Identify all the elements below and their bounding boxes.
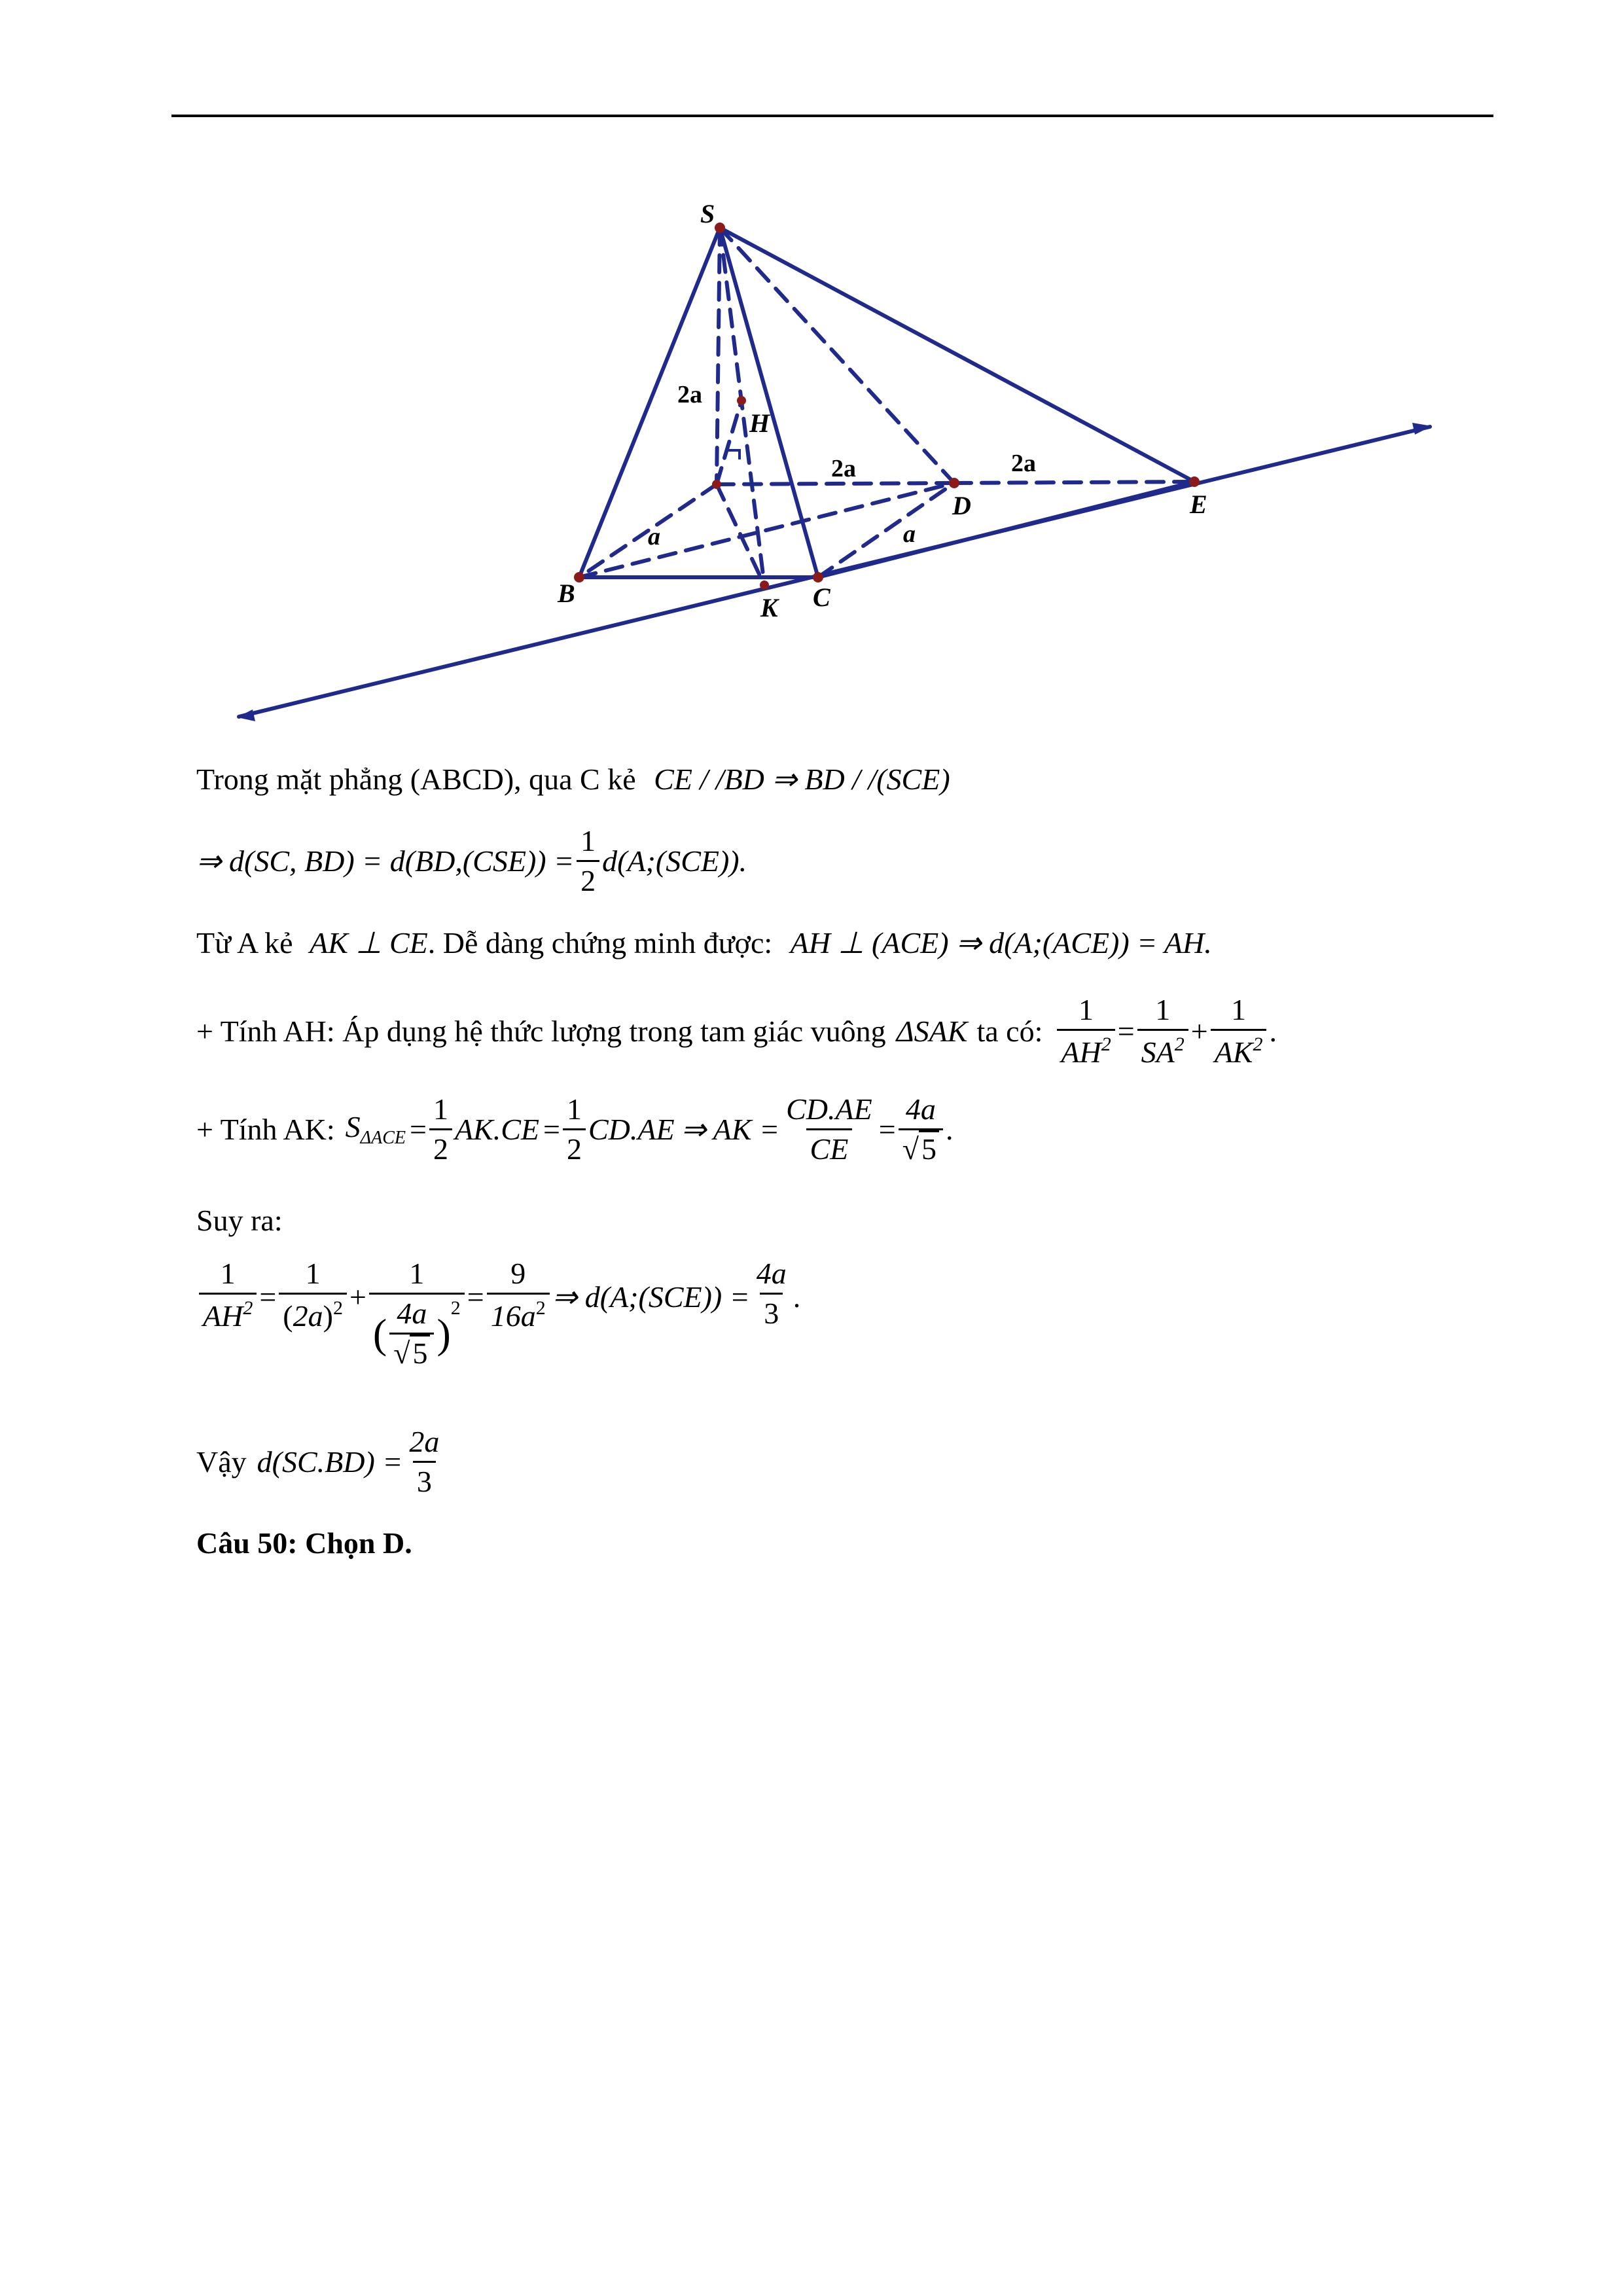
line-3-formula-2: AH ⊥ (ACE) ⇒ d(A;(ACE)) = AH. <box>790 926 1212 960</box>
fraction-num: 4a <box>905 1092 936 1126</box>
fraction-1-over-2a-squared <box>279 1259 347 1331</box>
point-K <box>760 581 769 590</box>
fraction-den <box>1137 1029 1188 1067</box>
exponent: 2 <box>243 1297 253 1319</box>
fraction-1-over-nested <box>369 1259 465 1369</box>
pyramid-figure <box>223 190 1466 726</box>
label-AD-length: 2a <box>831 455 856 482</box>
plus-sign: + <box>1190 1014 1208 1048</box>
den-text: 16a <box>490 1299 536 1333</box>
fraction-9-over-16a2 <box>487 1259 550 1331</box>
label-E: E <box>1190 490 1207 519</box>
fraction-1-over-AK2 <box>1211 995 1267 1067</box>
answer-heading <box>196 1528 412 1558</box>
equals-sign: = <box>543 1112 560 1146</box>
fraction-den <box>487 1293 550 1331</box>
left-paren: ( <box>372 1310 387 1357</box>
period: . <box>1269 1014 1277 1048</box>
sqrt-symbol: √ <box>902 1132 919 1166</box>
answer-heading-text: Câu 50: Chọn D. <box>196 1526 412 1560</box>
fraction-4a-over-sqrt5 <box>389 1299 434 1369</box>
sqrt-symbol: √ <box>393 1336 410 1370</box>
line-2-right: d(A;(SCE)). <box>602 844 747 878</box>
line-4-prefix: + Tính AH: Áp dụng hệ thức lượng trong tam giác vuông <box>196 1014 886 1048</box>
edge-CD <box>818 483 954 577</box>
area-subscript: ΔACE <box>360 1127 406 1148</box>
point-B <box>574 572 584 583</box>
fraction-den <box>389 1333 434 1369</box>
equals-sign: = <box>467 1280 484 1314</box>
fraction-num: 1 <box>566 1092 582 1126</box>
point-C <box>813 572 823 583</box>
label-CE-length: a <box>903 520 916 548</box>
fraction-num: 4a <box>397 1297 427 1330</box>
edge-SA <box>717 228 720 484</box>
point-S <box>715 223 725 233</box>
exponent: 2 <box>1101 1033 1111 1055</box>
fraction-den: CE <box>806 1128 853 1164</box>
edge-AD <box>717 483 954 484</box>
line-8 <box>196 1427 446 1497</box>
line-1-formula: CE / /BD ⇒ BD / /(SCE) <box>654 762 950 796</box>
right-paren: ) <box>437 1310 451 1357</box>
fraction-num: 1 <box>1079 993 1094 1026</box>
fraction-half-a <box>429 1094 452 1164</box>
den-text: 2a <box>293 1299 323 1333</box>
fraction-4a-over-sqrt5 <box>899 1094 943 1164</box>
line-5-prefix: + Tính AK: <box>196 1112 335 1146</box>
fraction-den: $(2a)^2$ <box>279 1293 347 1331</box>
fraction-CDAE-over-CE <box>782 1094 876 1164</box>
label-K: K <box>760 593 778 622</box>
line-8-formula: d(SC.BD) = <box>257 1444 403 1479</box>
right-angle-mark <box>726 450 740 459</box>
line-2-left: ⇒ d(SC, BD) = d(BD,(CSE)) = <box>196 844 575 878</box>
edge-SK <box>720 228 764 585</box>
fraction-1-over-AH2 <box>1057 995 1115 1067</box>
fraction-2a-over-3 <box>405 1427 443 1497</box>
implies-distance: ⇒ d(A;(SCE)) = <box>552 1280 750 1314</box>
line-6 <box>196 1206 283 1236</box>
fraction-num: 1 <box>580 824 596 857</box>
header-rule <box>171 115 1493 117</box>
label-S: S <box>700 199 715 228</box>
plus-sign: + <box>349 1280 366 1314</box>
exponent: 2 <box>1174 1033 1185 1055</box>
term-AK-CE: AK.CE <box>454 1112 540 1146</box>
label-SA-length: 2a <box>677 381 702 408</box>
line-2 <box>196 826 747 896</box>
exponent: 2 <box>450 1297 461 1319</box>
point-E <box>1189 476 1200 487</box>
fraction-1-over-AH2 <box>199 1259 257 1331</box>
sqrt-radicand: 5 <box>410 1335 430 1370</box>
fraction-den: 3 <box>413 1461 436 1497</box>
point-A <box>712 480 721 489</box>
den-text: AH <box>203 1299 243 1333</box>
fraction-den <box>899 1128 943 1164</box>
implies-AK: ⇒ AK = <box>681 1112 780 1146</box>
line-7 <box>196 1253 800 1369</box>
line-6-text: Suy ra: <box>196 1204 283 1237</box>
fraction-den: 2 <box>577 860 599 896</box>
fraction-num: 1 <box>1155 993 1171 1026</box>
den-text: AH <box>1061 1035 1101 1069</box>
fraction-num: 1 <box>433 1092 448 1126</box>
sqrt-radicand: 5 <box>919 1130 939 1166</box>
area-symbol <box>345 1109 406 1148</box>
label-H: H <box>749 408 770 438</box>
exponent: 2 <box>1253 1033 1263 1055</box>
fraction-num: CD.AE <box>786 1092 872 1126</box>
den-text: SA <box>1141 1035 1175 1069</box>
line-4-suffix: ta có: <box>976 1014 1043 1048</box>
triangle-SAK: ΔSAK <box>896 1014 968 1048</box>
label-DE-length: 2a <box>1011 450 1036 477</box>
area-S: S <box>345 1109 361 1143</box>
fraction-half-b <box>563 1094 586 1164</box>
line-8-prefix: Vậy <box>196 1444 247 1479</box>
label-AB-length: a <box>648 523 660 550</box>
fraction-num: 1 <box>1231 993 1247 1026</box>
line-5 <box>196 1094 953 1164</box>
fraction-den: 2 <box>563 1128 586 1164</box>
edge-AH <box>717 401 741 484</box>
fraction-num: 1 <box>220 1257 236 1290</box>
exponent: 2 <box>332 1297 343 1319</box>
equals-sign: = <box>878 1112 896 1146</box>
period: . <box>793 1280 801 1314</box>
den-text: AK <box>1214 1035 1253 1069</box>
line-3-formula-1: AK ⊥ CE <box>310 926 428 960</box>
edge-SE <box>720 228 1194 482</box>
line-3-middle: . Dễ dàng chứng minh được: <box>427 926 773 960</box>
fraction-num: 4a <box>756 1257 787 1290</box>
edge-BD <box>579 483 954 577</box>
period: . <box>945 1112 954 1146</box>
label-C: C <box>813 583 830 612</box>
fraction-num: 1 <box>409 1257 425 1290</box>
label-D: D <box>952 491 971 520</box>
line-1-text: Trong mặt phẳng (ABCD), qua C kẻ <box>196 762 636 796</box>
term-CD-AE: CD.AE <box>588 1112 675 1146</box>
line-3 <box>196 928 1212 958</box>
equals-sign: = <box>259 1280 277 1314</box>
point-H <box>737 396 746 405</box>
fraction-num: 2a <box>409 1425 440 1458</box>
fraction-den <box>369 1293 465 1369</box>
fraction-4a-over-3 <box>753 1259 791 1329</box>
fraction-1-over-SA2 <box>1137 995 1188 1067</box>
fraction-half <box>577 826 599 896</box>
point-D <box>949 478 959 488</box>
fraction-den: 3 <box>760 1293 783 1329</box>
equals-sign: = <box>410 1112 427 1146</box>
fraction-num: 1 <box>305 1257 321 1290</box>
line-3-prefix: Từ A kẻ <box>196 926 293 960</box>
label-B: B <box>558 579 575 608</box>
exponent: 2 <box>535 1297 546 1319</box>
fraction-den: 2 <box>429 1128 452 1164</box>
line-4 <box>196 995 1277 1067</box>
equals-sign: = <box>1117 1014 1135 1048</box>
line-1 <box>196 764 950 795</box>
fraction-den <box>1211 1029 1267 1067</box>
fraction-den <box>1057 1029 1115 1067</box>
edge-DE <box>954 482 1194 483</box>
fraction-den <box>199 1293 257 1331</box>
fraction-num: 9 <box>510 1257 526 1290</box>
